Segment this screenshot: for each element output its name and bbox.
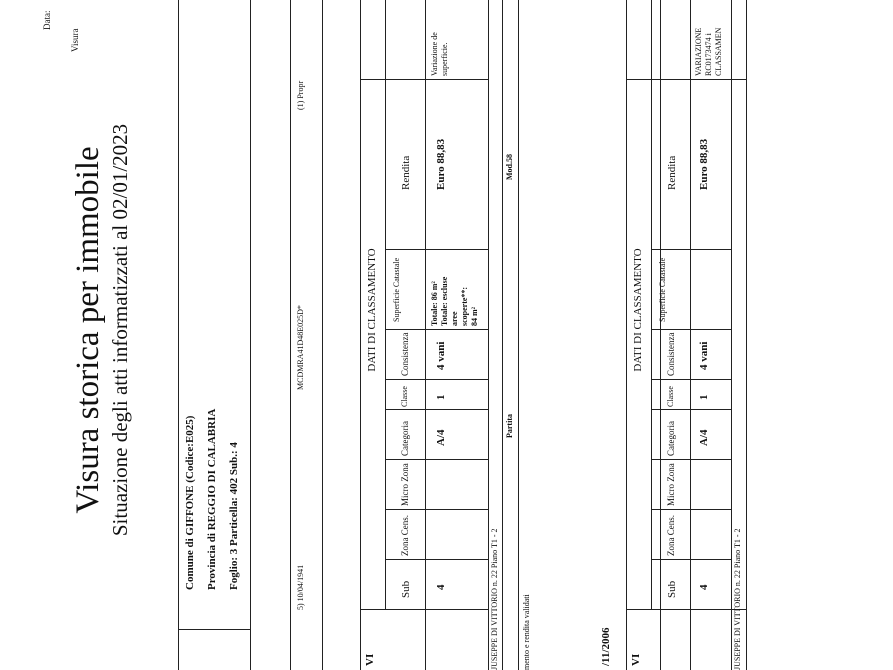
col-superficie: Superficie Catastale [392,257,401,322]
section-two-left-header: VI [630,653,642,666]
section-one-left-header: VI [364,653,376,666]
col-sub: Sub [400,580,412,598]
col2-zona-cens: Zona Cens. [666,515,676,556]
col2-consistenza: Consistenza [666,332,676,376]
col-classe: Classe [400,386,409,407]
col-categoria: Categoria [400,421,410,456]
col2-rendita: Rendita [666,155,678,190]
row-superficie: Totale: 86 m² Totale: escluse aree scoperte**: 84 m² [430,276,479,326]
provincia-text: Provincia di REGGIO DI CALABRIA [206,408,218,590]
page-title: Visura storica per immobile [70,146,106,514]
row2-consistenza: 4 vani [698,341,710,370]
row2-categoria: A/4 [698,429,710,446]
owner-code: MCDMRA41D48E025D* [296,305,305,390]
row-categoria: A/4 [435,429,447,446]
foglio-text: Foglio: 3 Particella: 402 Sub.: 4 [228,442,240,590]
row2-sub: 4 [698,584,710,590]
section-two-date: /11/2006 [600,627,612,666]
row-consistenza: 4 vani [435,341,447,370]
row-note: Variazione de superficie. [430,32,449,76]
col-micro-zona: Micro Zona [400,463,410,506]
col-consistenza: Consistenza [400,332,410,376]
section-two-dati-title: DATI DI CLASSAMENTO [632,248,644,372]
visura-label: Visura [70,28,80,52]
section-one-bottom [660,0,661,670]
comune-text: Comune di GIFFONE (Codice:E025) [184,415,196,590]
section-one-bottom-note: mento e rendita validati [522,594,531,670]
section-two-address: JUSEPPE DI VITTORIO n. 22 Piano T1 - 2 [733,528,742,670]
row2-note: VARIAZIONE RC0173474 i CLASSAMEN [694,27,723,76]
data-label: Data: [42,10,52,30]
col2-categoria: Categoria [666,421,676,456]
section-one-dati-title: DATI DI CLASSAMENTO [366,248,378,372]
col2-sub: Sub [666,580,678,598]
row-sub: 4 [435,584,447,590]
owner-date: 5) 10/04/1941 [296,564,305,610]
row-classe: 1 [435,394,447,400]
page-subtitle: Situazione degli atti informatizzati al 02/01/2023 [108,123,132,537]
col-zona-cens: Zona Cens. [400,515,410,556]
owner-right: (1) Propr [296,80,305,110]
mod-label: Mod.58 [505,154,514,180]
row-rendita: Euro 88,83 [435,138,447,190]
col2-classe: Classe [666,386,675,407]
partita-label: Partita [505,414,514,438]
row2-rendita: Euro 88,83 [698,138,710,190]
row2-classe: 1 [698,394,710,400]
section-one-address: JUSEPPE DI VITTORIO n. 22 Piano T1 - 2 [490,528,499,670]
col2-superficie: Superficie Catastale [658,257,667,322]
col-rendita: Rendita [400,155,412,190]
col2-micro-zona: Micro Zona [666,463,676,506]
